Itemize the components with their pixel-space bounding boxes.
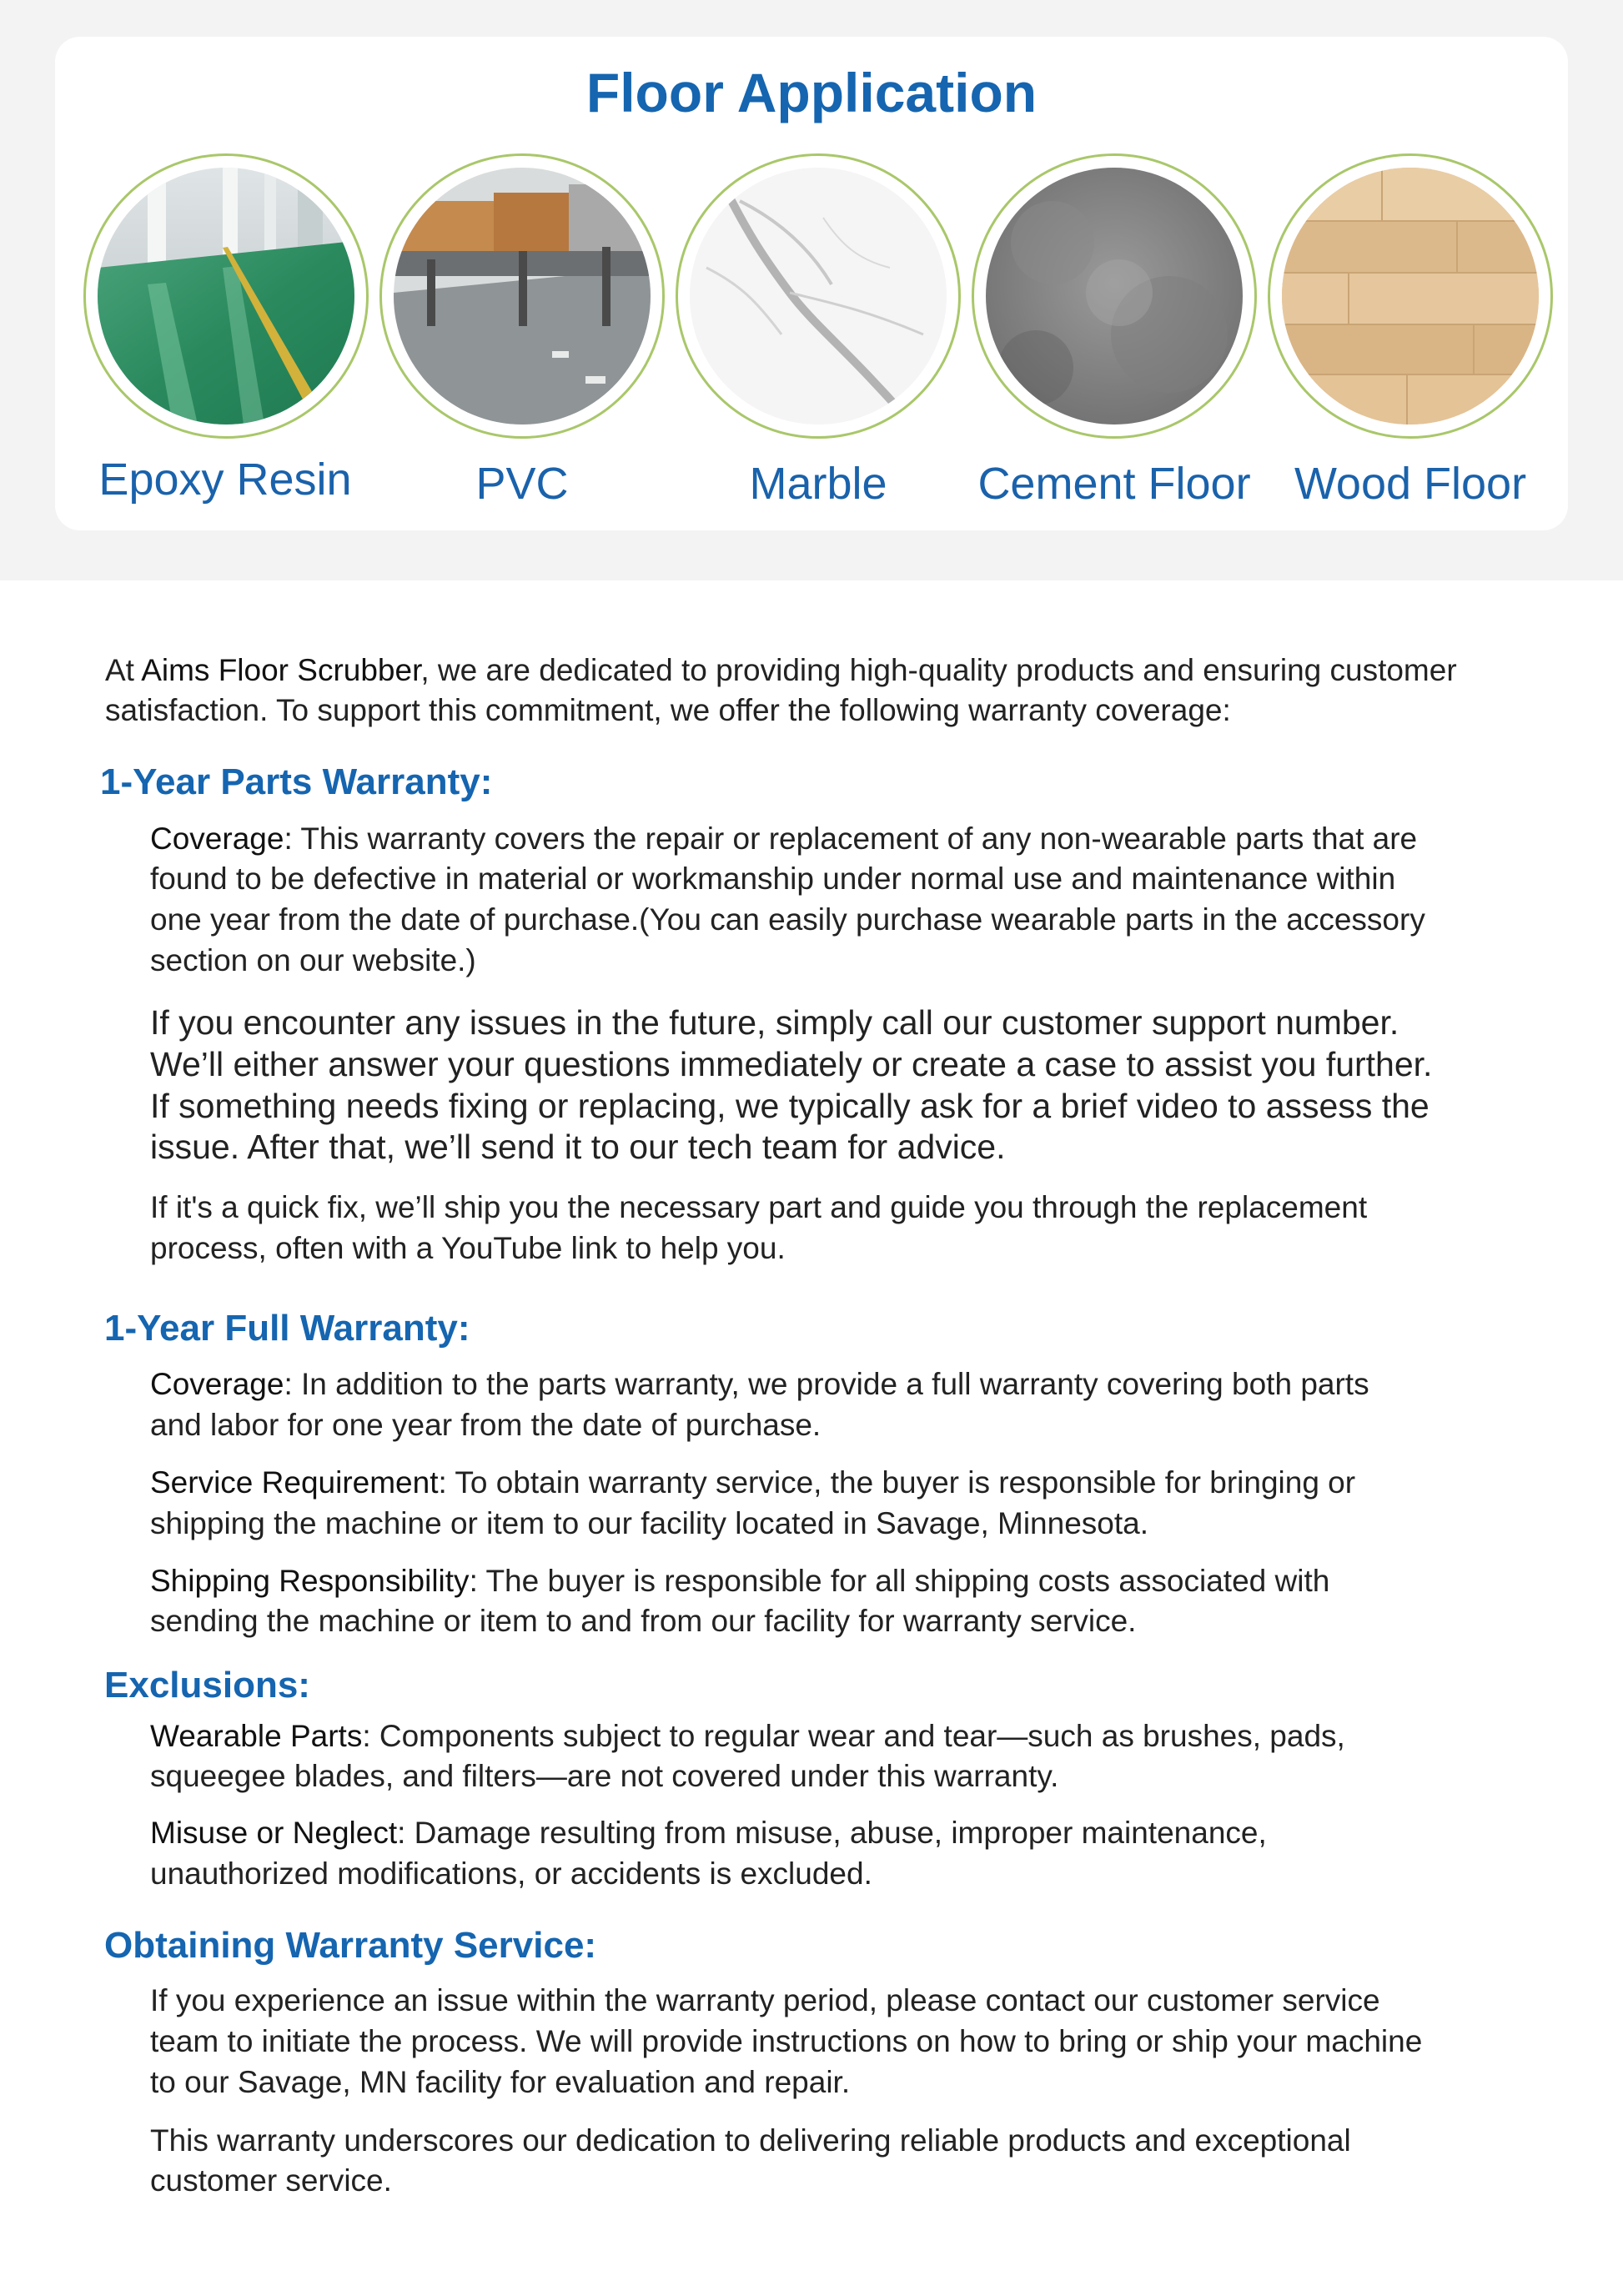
parts-coverage-line-3: one year from the date of purchase.(You can easily purchase wearable parts in the accessory <box>150 902 1425 937</box>
cement-floor-image <box>986 168 1243 425</box>
floor-label-cement-floor: Cement Floor <box>977 459 1251 509</box>
epoxy-resin-floor-image <box>98 168 354 425</box>
floor-label-pvc: PVC <box>475 459 569 509</box>
shipping-responsibility-line-1 <box>150 1561 1329 1601</box>
support-line-4: issue. After that, we’ll send it to our tech team for advice. <box>150 1128 1006 1166</box>
pvc-floor-image <box>394 168 651 425</box>
full-coverage-text: : In addition to the parts warranty, we provide a full warranty covering both parts <box>284 1367 1369 1401</box>
parts-coverage-label: Coverage <box>150 821 284 856</box>
service-requirement-text: : To obtain warranty service, the buyer is responsible for bringing or <box>438 1465 1356 1500</box>
parts-coverage-text: : This warranty covers the repair or replacement of any non-wearable parts that are <box>284 821 1418 856</box>
floor-label-marble: Marble <box>749 459 887 509</box>
support-line-3: If something needs fixing or replacing, we typically ask for a brief video to assess the <box>150 1087 1430 1125</box>
full-coverage-line-2: and labor for one year from the date of purchase. <box>150 1408 822 1442</box>
quick-fix-line-1: If it's a quick fix, we’ll ship you the necessary part and guide you through the replacement <box>150 1190 1368 1224</box>
full-coverage-line-1 <box>150 1364 1369 1404</box>
service-requirement-label: Service Requirement <box>150 1465 439 1500</box>
epoxy-resin-floor-image <box>83 153 369 439</box>
shipping-responsibility-text: : The buyer is responsible for all shipping costs associated with <box>469 1564 1330 1598</box>
shipping-responsibility-line-2: sending the machine or item to and from our facility for warranty service. <box>150 1604 1137 1638</box>
misuse-text: : Damage resulting from misuse, abuse, improper maintenance, <box>397 1816 1267 1850</box>
cement-floor-image <box>972 153 1257 439</box>
floor-label-epoxy-resin: Epoxy Resin <box>98 455 352 505</box>
marble-floor-image <box>690 168 947 425</box>
exclusions-heading: Exclusions: <box>104 1665 310 1706</box>
wearable-parts-text: : Components subject to regular wear and tear—such as brushes, pads, <box>362 1719 1345 1753</box>
parts-warranty-heading: 1-Year Parts Warranty: <box>100 761 493 802</box>
support-line-2: We’ll either answer your questions immediately or create a case to assist you further. <box>150 1045 1433 1083</box>
parts-coverage-line-1 <box>150 819 1417 859</box>
wearable-parts-line-2: squeegee blades, and filters—are not covered under this warranty. <box>150 1759 1059 1793</box>
obtaining-p1-line-1: If you experience an issue within the warranty period, please contact our customer service <box>150 1983 1380 2017</box>
floor-application-title: Floor Application <box>585 62 1038 123</box>
intro-line-1 <box>105 651 1457 691</box>
obtaining-p1-line-3: to our Savage, MN facility for evaluation and repair. <box>150 2065 851 2099</box>
parts-coverage-line-2: found to be defective in material or workmanship under normal use and maintenance within <box>150 862 1396 896</box>
full-coverage-label: Coverage <box>150 1367 284 1401</box>
wood-floor-image <box>1282 168 1539 425</box>
support-line-1: If you encounter any issues in the future, simply call our customer support number. <box>150 1003 1399 1042</box>
wearable-parts-label: Wearable Parts <box>150 1719 363 1753</box>
parts-coverage-line-4: section on our website.) <box>150 943 476 977</box>
obtaining-p1-line-2: team to initiate the process. We will provide instructions on how to bring or ship your machine <box>150 2024 1423 2058</box>
service-requirement-line-1 <box>150 1463 1355 1503</box>
obtaining-service-heading: Obtaining Warranty Service: <box>104 1925 597 1966</box>
misuse-line-1 <box>150 1813 1267 1853</box>
obtaining-p2-line-1: This warranty underscores our dedication to delivering reliable products and exceptional <box>150 2123 1351 2158</box>
marble-floor-image <box>676 153 961 439</box>
obtaining-p2-line-2: customer service. <box>150 2163 392 2198</box>
wood-floor-image <box>1268 153 1553 439</box>
intro-prefix: At <box>105 653 142 687</box>
shipping-responsibility-label: Shipping Responsibility <box>150 1564 470 1598</box>
floor-label-wood-floor: Wood Floor <box>1294 459 1527 509</box>
wearable-parts-line-1 <box>150 1716 1345 1756</box>
misuse-line-2: unauthorized modifications, or accidents is excluded. <box>150 1856 872 1891</box>
service-requirement-line-2: shipping the machine or item to our facility located in Savage, Minnesota. <box>150 1506 1148 1540</box>
quick-fix-line-2: process, often with a YouTube link to help you. <box>150 1231 786 1265</box>
pvc-floor-image <box>379 153 665 439</box>
full-warranty-heading: 1-Year Full Warranty: <box>104 1308 470 1349</box>
intro-line-2: satisfaction. To support this commitment, we offer the following warranty coverage: <box>105 693 1231 727</box>
misuse-label: Misuse or Neglect <box>150 1816 398 1850</box>
brand-name: Aims Floor Scrubber <box>141 653 421 687</box>
intro-line-1-rest: , we are dedicated to providing high-quality products and ensuring customer <box>420 653 1457 687</box>
